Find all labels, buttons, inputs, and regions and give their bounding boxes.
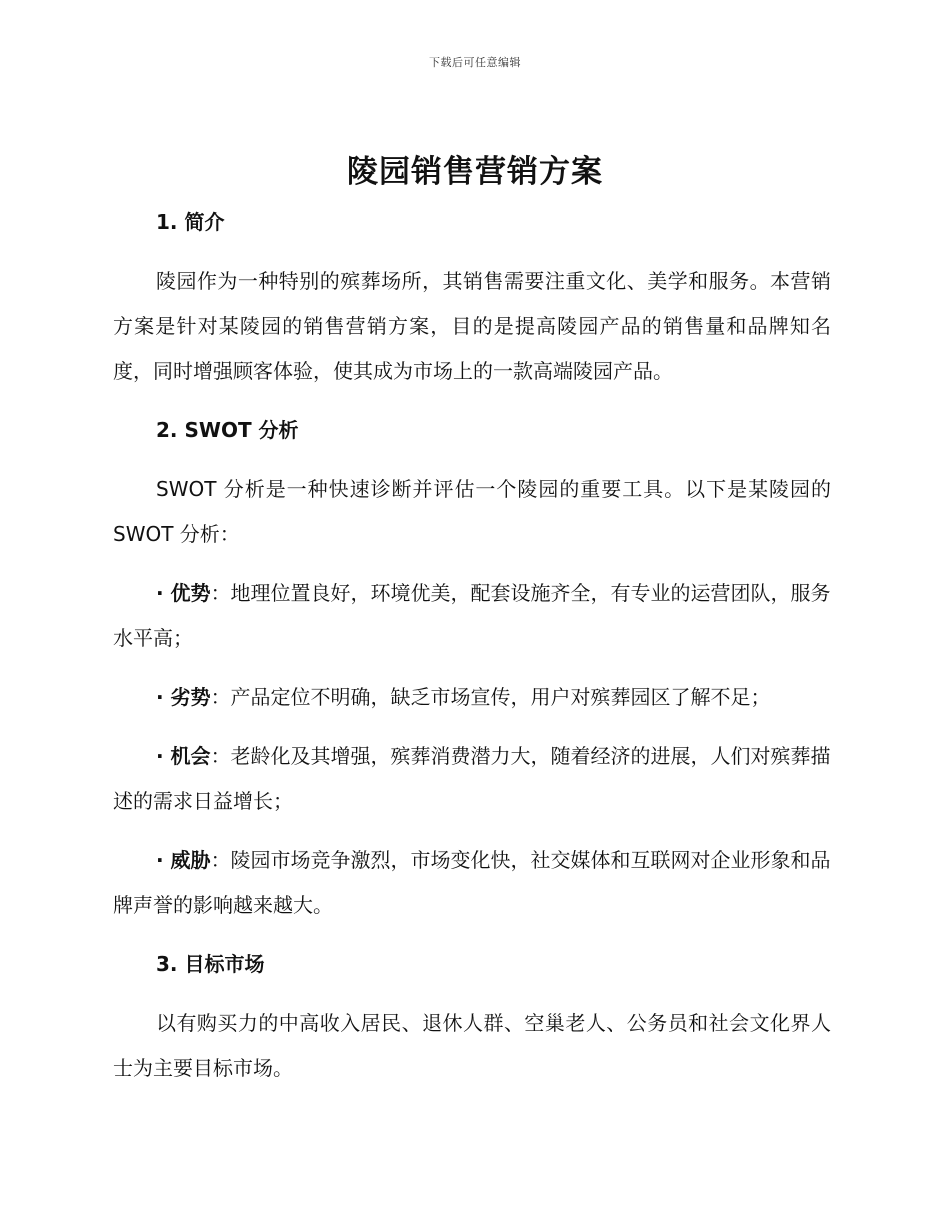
- swot-label-weaknesses: · 劣势: [156, 685, 211, 709]
- section-heading-intro: 1. 简介: [156, 210, 225, 234]
- swot-text-threats: ：陵园市场竞争激烈，市场变化快，社交媒体和互联网对企业形象和品牌声誉的影响越来越大。: [113, 848, 831, 917]
- swot-label-strengths: · 优势: [156, 581, 211, 605]
- swot-text-strengths: ：地理位置良好，环境优美，配套设施齐全，有专业的运营团队，服务水平高；: [113, 581, 831, 650]
- swot-item-strengths: [113, 571, 831, 661]
- document-title: 陵园销售营销方案: [347, 154, 603, 190]
- swot-paragraph: SWOT 分析是一种快速诊断并评估一个陵园的重要工具。以下是某陵园的 SWOT 分析：: [113, 477, 831, 546]
- swot-item-opportunities: [113, 734, 831, 824]
- swot-item-weaknesses: [113, 675, 831, 720]
- target-paragraph: 以有购买力的中高收入居民、退休人群、空巢老人、公务员和社会文化界人士为主要目标市场。: [113, 1011, 831, 1080]
- swot-text-weaknesses: ：产品定位不明确，缺乏市场宣传，用户对殡葬园区了解不足；: [210, 685, 771, 709]
- section-heading-target: 3. 目标市场: [156, 952, 265, 976]
- document-body: [113, 200, 831, 1091]
- intro-paragraph: 陵园作为一种特别的殡葬场所，其销售需要注重文化、美学和服务。本营销方案是针对某陵园的销售营销方案，目的是提高陵园产品的销售量和品牌知名度，同时增强顾客体验，使其成为市场上的一款高端陵园产品。: [113, 269, 831, 383]
- swot-item-threats: [113, 838, 831, 928]
- swot-label-opportunities: · 机会: [156, 744, 211, 768]
- header-note: 下载后可任意编辑: [429, 56, 521, 69]
- swot-label-threats: · 威胁: [156, 848, 211, 872]
- swot-text-opportunities: ：老龄化及其增强，殡葬消费潜力大，随着经济的进展，人们对殡葬描述的需求日益增长；: [113, 744, 831, 813]
- section-heading-swot: 2. SWOT 分析: [156, 418, 299, 442]
